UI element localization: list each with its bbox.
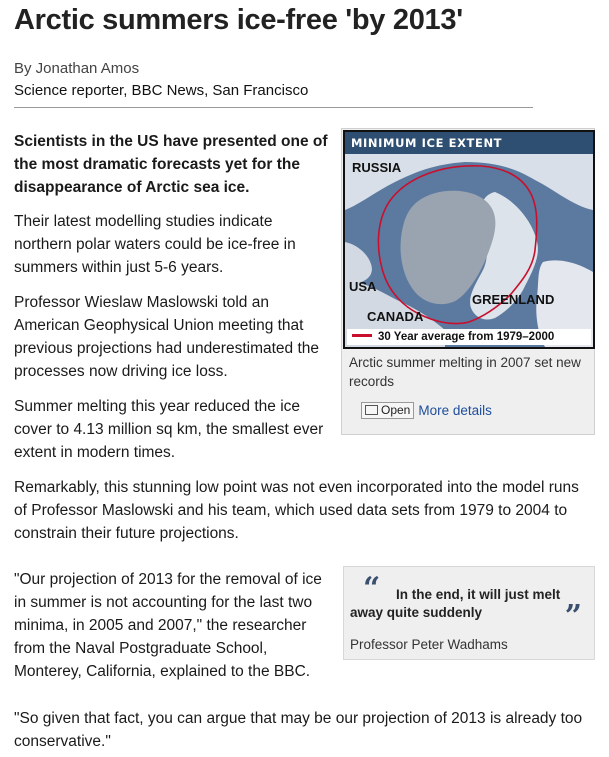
- open-quote-icon: “: [363, 571, 381, 606]
- byline: By Jonathan Amos: [14, 60, 140, 77]
- open-button-label: Open: [381, 403, 411, 417]
- paragraph-4: Summer melting this year reduced the ice cover to 4.13 million sq km, the smallest ever extent in modern times.: [14, 398, 324, 461]
- map-label-russia: RUSSIA: [352, 160, 402, 175]
- paragraph-2: Their latest modelling studies indicate northern polar waters could be ice-free in summers within just 5-6 years.: [14, 213, 296, 276]
- ice-extent-map: [343, 130, 595, 349]
- map-label-usa: USA: [349, 279, 377, 294]
- paragraph-5: Remarkably, this stunning low point was not even incorporated into the model runs of Professor Maslowski and his team, which used data sets from 1979 to 2004 to constrain their future projections.: [14, 479, 579, 542]
- paragraph-3: Professor Wieslaw Maslowski told an American Geophysical Union meeting that previous projections had underestimated the processes now driving ice loss.: [14, 294, 320, 380]
- map-label-canada: CANADA: [367, 309, 424, 324]
- pull-quote: [343, 566, 595, 660]
- author-role: Science reporter, BBC News, San Francisco: [14, 82, 309, 99]
- pull-quote-text: In the end, it will just melt away quite suddenly: [350, 587, 561, 620]
- paragraph-6: "Our projection of 2013 for the removal of ice in summer is not accounting for the last two minima, in 2005 and 2007," the researcher from the Naval Postgraduate School, Monterey, California, explained to the BBC.: [14, 571, 322, 680]
- close-quote-icon: ”: [564, 599, 582, 634]
- headline: Arctic summers ice-free 'by 2013': [14, 4, 463, 36]
- map-panel: [341, 128, 595, 435]
- more-details-link[interactable]: More details: [418, 403, 492, 418]
- legend-text: 30 Year average from 1979–2000: [378, 331, 555, 343]
- open-window-icon: [365, 405, 378, 415]
- legend-line-swatch: [352, 334, 372, 337]
- intro-paragraph: Scientists in the US have presented one of the most dramatic forecasts yet for the disappearance of Arctic sea ice.: [14, 133, 328, 196]
- open-button[interactable]: [361, 402, 414, 419]
- map-title: MINIMUM ICE EXTENT: [345, 132, 593, 154]
- more-details-row: [361, 402, 492, 419]
- map-label-greenland: GREENLAND: [472, 292, 555, 307]
- divider: [14, 107, 533, 108]
- paragraph-7: "So given that fact, you can argue that may be our projection of 2013 is already too conservative.": [14, 710, 583, 750]
- map-legend: [347, 329, 591, 345]
- map-caption: Arctic summer melting in 2007 set new records: [349, 355, 581, 389]
- pull-quote-attribution: Professor Peter Wadhams: [350, 637, 508, 652]
